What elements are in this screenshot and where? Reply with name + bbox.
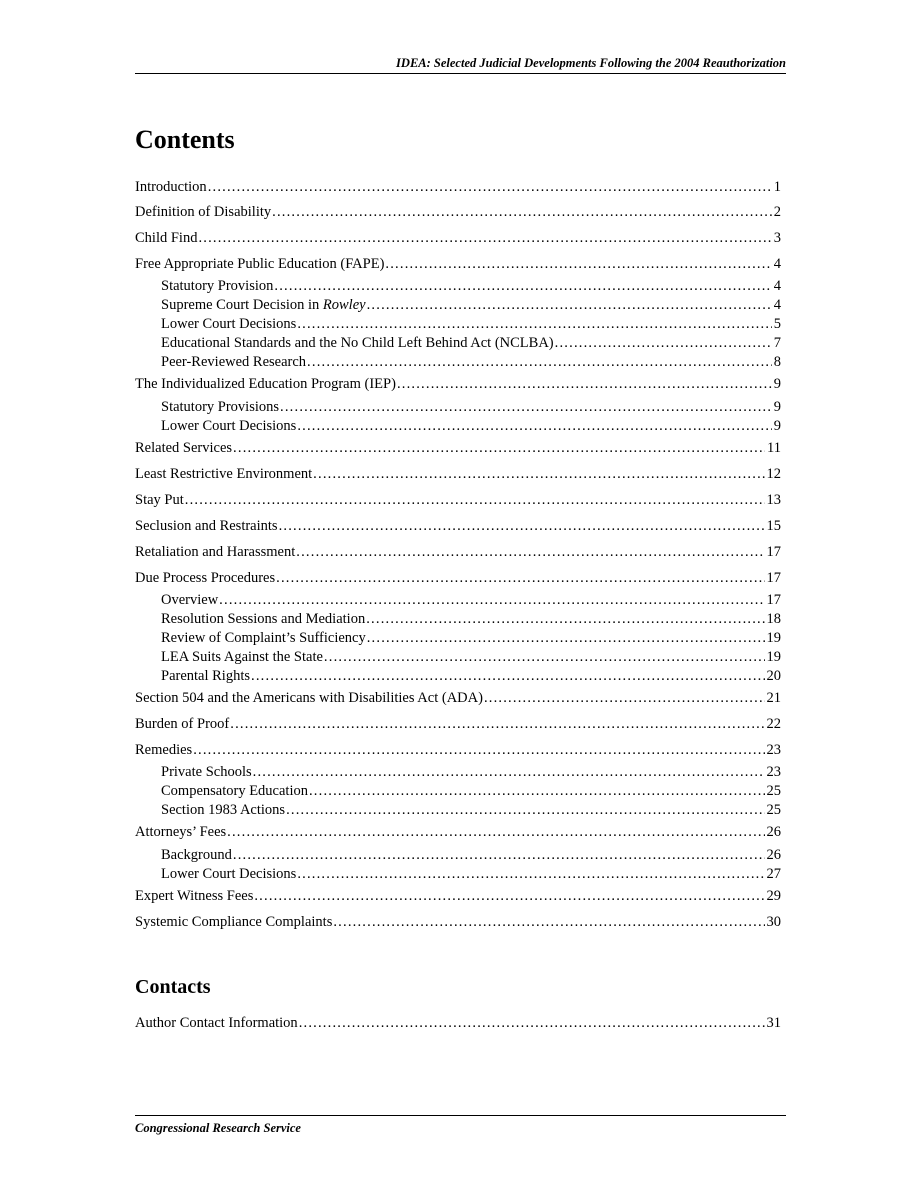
toc-entry-label: Lower Court Decisions bbox=[161, 418, 297, 434]
toc-entry-label: Background bbox=[161, 847, 232, 863]
toc-entry-label: Lower Court Decisions bbox=[161, 866, 297, 882]
toc-page-number: 15 bbox=[766, 518, 781, 534]
toc-entry-label: Section 1983 Actions bbox=[161, 802, 286, 818]
toc-dot-leader bbox=[367, 629, 765, 648]
toc-dot-leader bbox=[233, 846, 765, 865]
toc-dot-leader bbox=[297, 865, 764, 884]
toc-page-number: 11 bbox=[767, 440, 781, 456]
toc-entry-label: Child Find bbox=[135, 230, 198, 246]
toc-entry[interactable] bbox=[135, 887, 781, 906]
toc-dot-leader bbox=[299, 1014, 765, 1033]
toc-entry-label: Definition of Disability bbox=[135, 204, 272, 220]
toc-page-number: 17 bbox=[766, 570, 781, 586]
toc-dot-leader bbox=[385, 255, 771, 274]
toc-entry-label: Peer-Reviewed Research bbox=[161, 354, 307, 370]
toc-dot-leader bbox=[297, 315, 771, 334]
toc-entry-label: Remedies bbox=[135, 742, 193, 758]
toc-entry[interactable] bbox=[135, 178, 781, 197]
toc-entry[interactable] bbox=[135, 913, 781, 932]
toc-page-number: 7 bbox=[773, 335, 781, 351]
toc-subentry[interactable] bbox=[161, 648, 781, 667]
toc-entry[interactable] bbox=[135, 715, 781, 734]
toc-page-number: 25 bbox=[766, 783, 781, 799]
toc-subentry[interactable] bbox=[161, 865, 781, 884]
toc-entry-label: Burden of Proof bbox=[135, 716, 230, 732]
toc-page-number: 30 bbox=[766, 914, 781, 930]
toc-entry-label: LEA Suits Against the State bbox=[161, 649, 323, 665]
toc-dot-leader bbox=[280, 398, 772, 417]
toc-entry[interactable] bbox=[135, 375, 781, 394]
toc-page-number: 22 bbox=[766, 716, 781, 732]
toc-dot-leader bbox=[484, 689, 765, 708]
toc-entry-label: Parental Rights bbox=[161, 668, 251, 684]
toc-dot-leader bbox=[272, 203, 772, 222]
toc-entry-label: Least Restrictive Environment bbox=[135, 466, 313, 482]
toc-page-number: 12 bbox=[766, 466, 781, 482]
toc-page-number: 21 bbox=[766, 690, 781, 706]
toc-dot-leader bbox=[276, 569, 764, 588]
toc-entry-label bbox=[161, 296, 366, 315]
toc-subentry[interactable] bbox=[161, 296, 781, 315]
toc-subentry[interactable] bbox=[161, 667, 781, 686]
header-title: IDEA: Selected Judicial Developments Following the 2004 Reauthorization bbox=[396, 56, 786, 70]
running-header bbox=[135, 57, 786, 74]
toc-entry-label: Attorneys’ Fees bbox=[135, 824, 227, 840]
toc-dot-leader bbox=[309, 782, 765, 801]
toc-page-number: 9 bbox=[773, 418, 781, 434]
toc-page-number: 17 bbox=[766, 592, 781, 608]
toc-dot-leader bbox=[367, 296, 772, 315]
toc-subentry[interactable] bbox=[161, 334, 781, 353]
toc-entry[interactable] bbox=[135, 229, 781, 248]
toc-entry[interactable] bbox=[135, 203, 781, 222]
toc-entry[interactable] bbox=[135, 569, 781, 588]
toc-dot-leader bbox=[233, 439, 765, 458]
toc-entry[interactable] bbox=[135, 491, 781, 510]
toc-subentry[interactable] bbox=[161, 782, 781, 801]
toc-page-number: 1 bbox=[773, 179, 781, 195]
toc-page-number: 29 bbox=[766, 888, 781, 904]
toc-entry-label: Private Schools bbox=[161, 764, 252, 780]
toc-page-number: 31 bbox=[766, 1015, 781, 1031]
toc-dot-leader bbox=[274, 277, 771, 296]
toc-subentry[interactable] bbox=[161, 801, 781, 820]
toc-entry-label: Introduction bbox=[135, 179, 207, 195]
toc-entry-label: Statutory Provisions bbox=[161, 399, 280, 415]
toc-page-number: 26 bbox=[766, 847, 781, 863]
contents-heading: Contents bbox=[135, 125, 235, 154]
running-footer bbox=[135, 1115, 786, 1135]
toc-subentry[interactable] bbox=[161, 763, 781, 782]
toc-subentry[interactable] bbox=[161, 353, 781, 372]
toc-entry[interactable] bbox=[135, 1014, 781, 1033]
toc-entry-label: The Individualized Education Program (IEP) bbox=[135, 376, 396, 392]
toc-entry-label: Free Appropriate Public Education (FAPE) bbox=[135, 256, 385, 272]
toc-entry-label: Educational Standards and the No Child Left Behind Act (NCLBA) bbox=[161, 335, 554, 351]
toc-subentry[interactable] bbox=[161, 315, 781, 334]
toc-page-number: 4 bbox=[773, 278, 781, 294]
toc-dot-leader bbox=[253, 763, 765, 782]
toc-subentry[interactable] bbox=[161, 610, 781, 629]
toc-entry[interactable] bbox=[135, 439, 781, 458]
toc-dot-leader bbox=[193, 741, 764, 760]
toc-dot-leader bbox=[254, 887, 764, 906]
toc-page-number: 13 bbox=[766, 492, 781, 508]
toc-entry-label: Overview bbox=[161, 592, 219, 608]
toc-entry[interactable] bbox=[135, 823, 781, 842]
toc-entry-label: Retaliation and Harassment bbox=[135, 544, 296, 560]
toc-entry[interactable] bbox=[135, 517, 781, 536]
toc-dot-leader bbox=[208, 178, 772, 197]
toc-entry-label: Section 504 and the Americans with Disabilities Act (ADA) bbox=[135, 690, 483, 706]
toc-entry-label: Statutory Provision bbox=[161, 278, 274, 294]
toc-page-number: 19 bbox=[766, 649, 781, 665]
toc-entry-label: Expert Witness Fees bbox=[135, 888, 254, 904]
toc-page-number: 19 bbox=[766, 630, 781, 646]
toc-dot-leader bbox=[279, 517, 765, 536]
toc-dot-leader bbox=[185, 491, 765, 510]
toc-page-number: 5 bbox=[773, 316, 781, 332]
toc-page-number: 17 bbox=[766, 544, 781, 560]
toc-entry[interactable] bbox=[135, 741, 781, 760]
toc-dot-leader bbox=[286, 801, 764, 820]
toc-entry-label: Systemic Compliance Complaints bbox=[135, 914, 333, 930]
toc-entry-label: Due Process Procedures bbox=[135, 570, 276, 586]
toc-dot-leader bbox=[198, 229, 771, 248]
toc-entry-label-text: Supreme Court Decision in bbox=[161, 297, 323, 313]
toc-dot-leader bbox=[313, 465, 764, 484]
toc-entry-label: Seclusion and Restraints bbox=[135, 518, 278, 534]
toc-subentry[interactable] bbox=[161, 629, 781, 648]
toc-entry-label: Author Contact Information bbox=[135, 1015, 298, 1031]
toc-page-number: 9 bbox=[773, 376, 781, 392]
toc-entry-label: Lower Court Decisions bbox=[161, 316, 297, 332]
toc-entry[interactable] bbox=[135, 465, 781, 484]
toc-dot-leader bbox=[366, 610, 764, 629]
toc-subentry[interactable] bbox=[161, 591, 781, 610]
toc-page-number: 18 bbox=[766, 611, 781, 627]
toc-entry[interactable] bbox=[135, 255, 781, 274]
toc-dot-leader bbox=[324, 648, 765, 667]
contacts-heading: Contacts bbox=[135, 976, 211, 998]
toc-page-number: 8 bbox=[773, 354, 781, 370]
toc-dot-leader bbox=[219, 591, 764, 610]
toc-subentry[interactable] bbox=[161, 277, 781, 296]
toc-entry-label: Related Services bbox=[135, 440, 233, 456]
toc-entry-label-italic: Rowley bbox=[322, 297, 366, 313]
toc-entry[interactable] bbox=[135, 689, 781, 708]
toc-page-number: 3 bbox=[773, 230, 781, 246]
toc-dot-leader bbox=[333, 913, 764, 932]
toc-entry-label: Review of Complaint’s Sufficiency bbox=[161, 630, 366, 646]
toc-subentry[interactable] bbox=[161, 417, 781, 436]
toc-subentry[interactable] bbox=[161, 846, 781, 865]
toc-page-number: 27 bbox=[766, 866, 781, 882]
toc-page-number: 23 bbox=[766, 742, 781, 758]
toc-page-number: 9 bbox=[773, 399, 781, 415]
toc-dot-leader bbox=[251, 667, 764, 686]
toc-dot-leader bbox=[307, 353, 772, 372]
toc-entry-label: Compensatory Education bbox=[161, 783, 308, 799]
toc-dot-leader bbox=[230, 715, 764, 734]
toc-entry[interactable] bbox=[135, 543, 781, 562]
toc-page-number: 23 bbox=[766, 764, 781, 780]
toc-page-number: 2 bbox=[773, 204, 781, 220]
toc-dot-leader bbox=[227, 823, 764, 842]
footer-text: Congressional Research Service bbox=[135, 1121, 301, 1135]
toc-dot-leader bbox=[397, 375, 772, 394]
toc-dot-leader bbox=[297, 417, 771, 436]
toc-entry-label: Resolution Sessions and Mediation bbox=[161, 611, 366, 627]
toc-page-number: 25 bbox=[766, 802, 781, 818]
toc-page-number: 4 bbox=[773, 256, 781, 272]
toc-dot-leader bbox=[296, 543, 764, 562]
toc-dot-leader bbox=[555, 334, 772, 353]
toc-subentry[interactable] bbox=[161, 398, 781, 417]
toc-page-number: 20 bbox=[766, 668, 781, 684]
toc-page-number: 4 bbox=[773, 297, 781, 313]
toc-page-number: 26 bbox=[766, 824, 781, 840]
toc-entry-label: Stay Put bbox=[135, 492, 184, 508]
